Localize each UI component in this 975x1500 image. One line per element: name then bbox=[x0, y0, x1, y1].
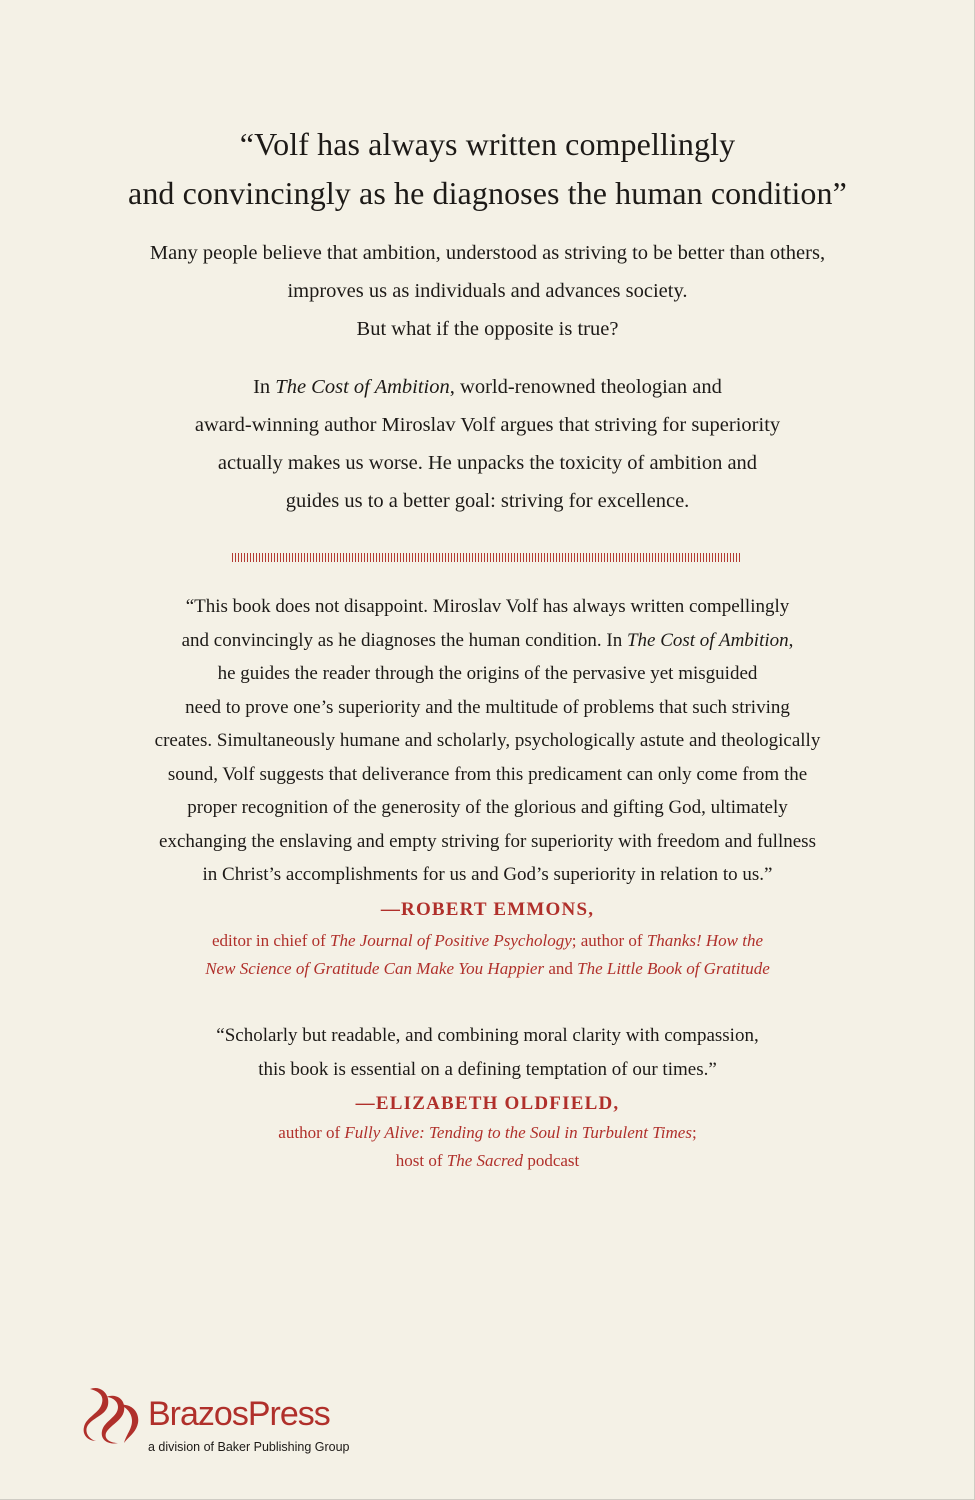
endorser-2-credentials-line-2 bbox=[60, 1147, 915, 1175]
description-2-line-3: actually makes us worse. He unpacks the toxicity of ambition and bbox=[217, 452, 758, 474]
headline-line-1: “Volf has always written compellingly bbox=[239, 126, 736, 162]
endorsement-1-line-3: he guides the reader through the origins of the pervasive yet misguided bbox=[217, 663, 758, 684]
endorsement-1-line-1: “This book does not disappoint. Miroslav Volf has always written compellingly bbox=[185, 596, 790, 617]
endorser-2-host-pre: host of bbox=[395, 1151, 447, 1170]
endorser-1-name: —ROBERT EMMONS, bbox=[380, 899, 595, 920]
endorser-1-journal-title: The Journal of Positive Psychology bbox=[330, 931, 572, 950]
endorser-2-book-title: Fully Alive: Tending to the Soul in Turbulent Times bbox=[344, 1123, 692, 1142]
publisher-name: BrazosPress bbox=[148, 1395, 330, 1433]
description-2-line-1-pre: In bbox=[253, 376, 276, 398]
endorsement-1-line-9: in Christ’s accomplishments for us and God’s superiority in relation to us.” bbox=[202, 864, 773, 885]
endorser-2-name: —ELIZABETH OLDFIELD, bbox=[355, 1093, 620, 1114]
endorser-1-book-title-a: Thanks! How the bbox=[646, 931, 763, 950]
description-2-line-4: guides us to a better goal: striving for excellence. bbox=[285, 490, 690, 512]
description-1-line-2: improves us as individuals and advances society. bbox=[287, 280, 688, 302]
endorsement-2-line-2: this book is essential on a defining temptation of our times.” bbox=[258, 1058, 717, 1080]
endorsement-1-line-7: proper recognition of the generosity of the glorious and gifting God, ultimately bbox=[187, 797, 788, 818]
endorser-1-book-title-b: New Science of Gratitude Can Make You Happier bbox=[205, 959, 545, 978]
endorser-2-podcast-title: The Sacred bbox=[446, 1151, 524, 1170]
publisher-logo bbox=[80, 1383, 400, 1463]
endorser-1-cred-pre: editor in chief of bbox=[212, 931, 331, 950]
publisher-subtitle: a division of Baker Publishing Group bbox=[148, 1440, 350, 1454]
description-paragraph-2 bbox=[60, 368, 915, 520]
endorsement-1-line-2-post: , bbox=[788, 629, 794, 651]
headline-quote bbox=[60, 120, 915, 218]
endorsement-quote-2 bbox=[60, 1019, 915, 1086]
brazos-swoosh-icon bbox=[80, 1383, 144, 1445]
description-1-line-3: But what if the opposite is true? bbox=[356, 318, 619, 340]
endorsement-1-line-4: need to prove one’s superiority and the multitude of problems that such striving bbox=[185, 696, 790, 718]
endorser-1-cred-and: and bbox=[544, 959, 578, 978]
endorser-2-credentials-line-1 bbox=[60, 1119, 915, 1147]
endorser-1-credentials bbox=[60, 927, 915, 983]
endorsement-quote-1 bbox=[60, 590, 915, 892]
endorser-2-cred-pre: author of bbox=[278, 1123, 345, 1142]
book-title: The Cost of Ambition bbox=[275, 376, 450, 398]
endorser-2-credentials bbox=[60, 1119, 915, 1175]
description-paragraph-1 bbox=[60, 234, 915, 348]
endorser-2-host-post: podcast bbox=[523, 1151, 580, 1170]
endorsement-1-book-title: The Cost of Ambition bbox=[626, 629, 789, 651]
endorsement-1-line-8: exchanging the enslaving and empty striving for superiority with freedom and fullness bbox=[159, 830, 816, 852]
endorser-1-book-title-c: The Little Book of Gratitude bbox=[577, 959, 770, 978]
endorsement-1-line-2 bbox=[60, 624, 915, 658]
endorser-1-credentials-line-2 bbox=[60, 955, 915, 983]
description-2-line-2: award-winning author Miroslav Volf argues that striving for superiority bbox=[194, 414, 781, 436]
description-2-line-1-post: , world-renowned theologian and bbox=[449, 376, 722, 398]
endorsement-1-line-2-pre: and convincingly as he diagnoses the human condition. In bbox=[181, 629, 627, 651]
decorative-divider bbox=[232, 553, 740, 562]
endorser-1-credentials-line-1 bbox=[60, 927, 915, 955]
endorsement-1-line-5: creates. Simultaneously humane and scholarly, psychologically astute and theologically bbox=[154, 730, 821, 751]
endorsement-2-line-1: “Scholarly but readable, and combining moral clarity with compassion, bbox=[216, 1025, 759, 1046]
endorser-1-cred-mid: ; author of bbox=[571, 931, 647, 950]
description-2-line-1 bbox=[60, 368, 915, 406]
description-1-line-1: Many people believe that ambition, understood as striving to be better than others, bbox=[149, 242, 826, 264]
headline-line-2: and convincingly as he diagnoses the human condition” bbox=[128, 175, 847, 211]
endorser-2-cred-post: ; bbox=[691, 1123, 697, 1142]
endorsement-1-line-6: sound, Volf suggests that deliverance from this predicament can only come from the bbox=[167, 763, 808, 785]
